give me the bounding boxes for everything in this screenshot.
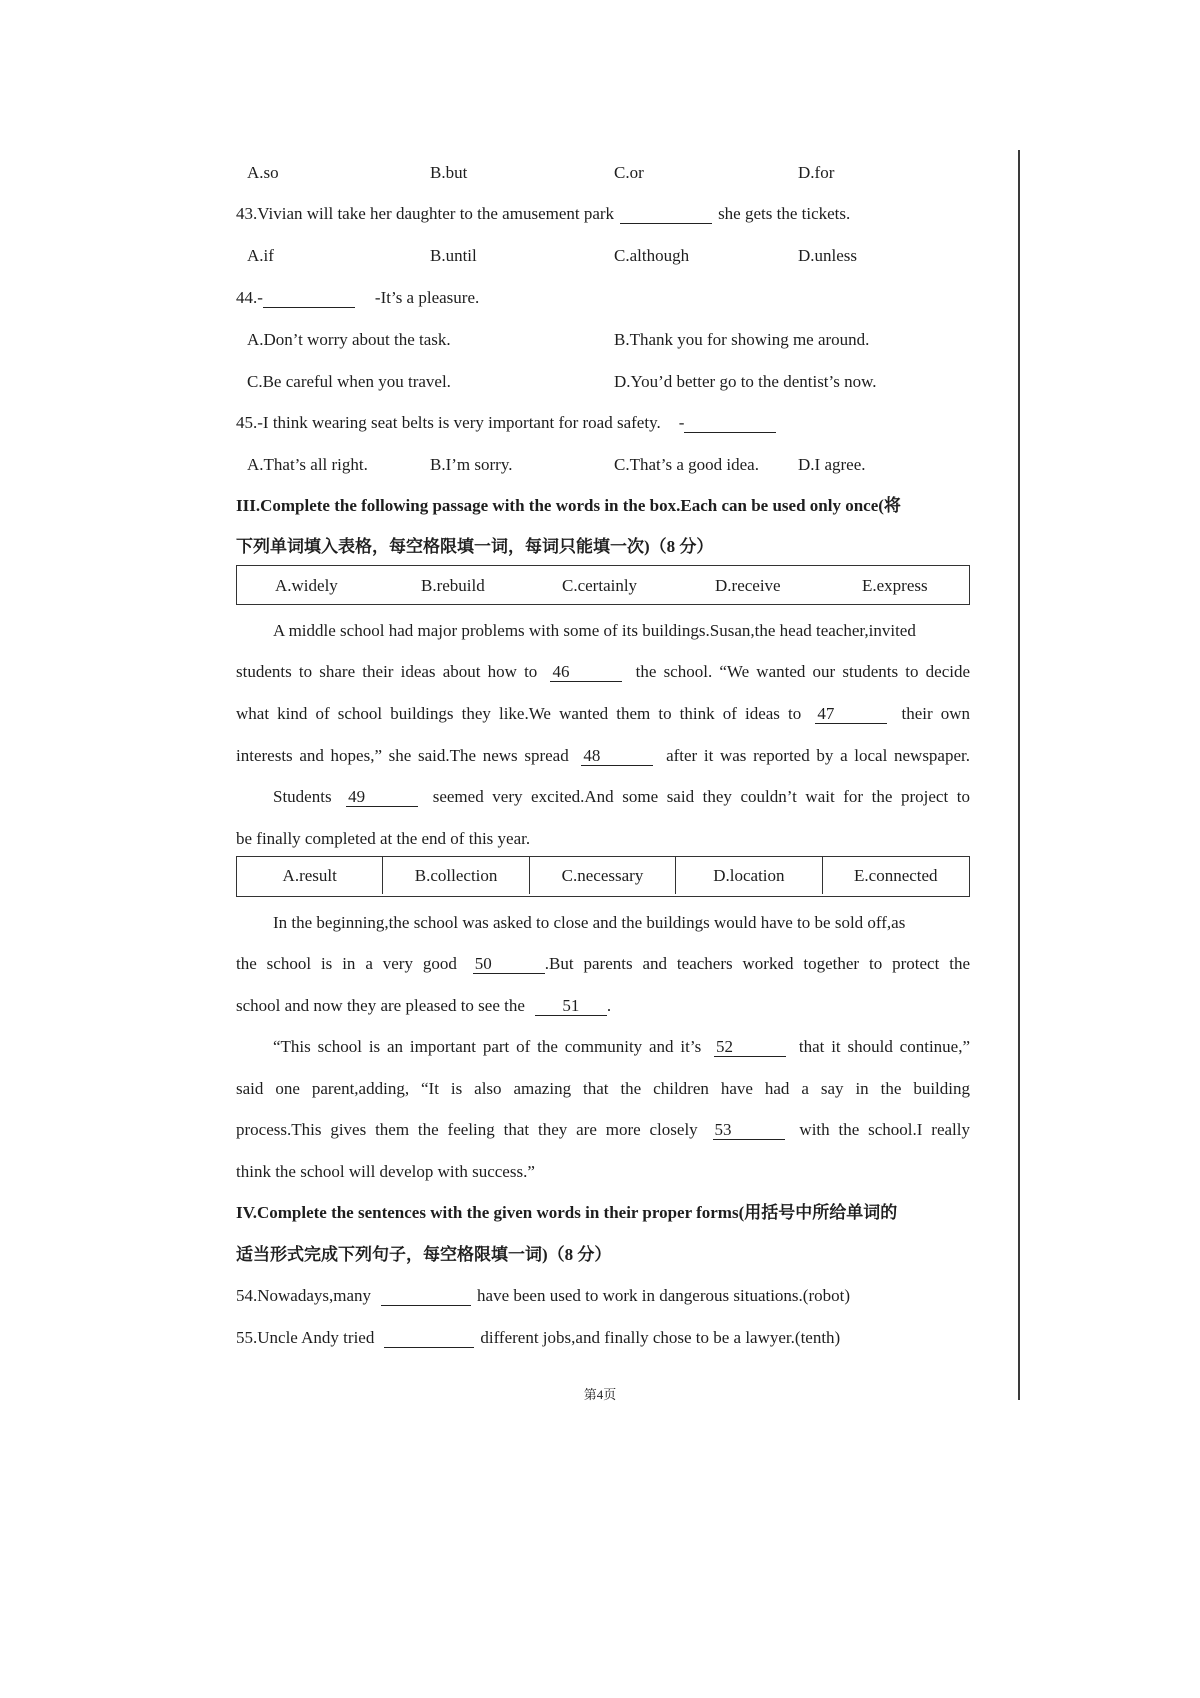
section3-heading-line1: III.Complete the following passage with the words in the box.Each can be used only once(将 bbox=[236, 496, 901, 515]
word-box-2-item: C.necessary bbox=[530, 857, 676, 894]
q44-number: 44.- bbox=[236, 288, 263, 307]
blank-47: 47 bbox=[815, 705, 887, 724]
text: “This school is an important part of the community and it’s bbox=[273, 1037, 702, 1056]
text: the school is in a very good bbox=[236, 954, 457, 973]
q55-blank bbox=[384, 1329, 474, 1348]
q54-blank bbox=[381, 1287, 471, 1306]
passage-p1-line3 bbox=[236, 703, 970, 725]
passage-p2-line2: be finally completed at the end of this year. bbox=[236, 829, 531, 848]
q44-reply: -It’s a pleasure. bbox=[374, 288, 480, 307]
passage-p4-line1 bbox=[273, 1036, 970, 1058]
q43-text-after: she gets the tickets. bbox=[718, 204, 851, 223]
passage-p3-line2 bbox=[236, 953, 970, 975]
q45-question bbox=[236, 412, 782, 434]
q44-option-b: B.Thank you for showing me around. bbox=[614, 330, 870, 349]
blank-50: 50 bbox=[473, 955, 545, 974]
text: that it should continue,” bbox=[798, 1037, 971, 1056]
text: 55.Uncle Andy tried bbox=[236, 1328, 375, 1347]
q54-question bbox=[236, 1285, 850, 1307]
word-box-2-item: A.result bbox=[237, 857, 383, 894]
text: have been used to work in dangerous situations.(robot) bbox=[477, 1286, 851, 1305]
text: their own bbox=[901, 704, 971, 723]
q44-option-c: C.Be careful when you travel. bbox=[247, 372, 451, 391]
q45-option-c: C.That’s a good idea. bbox=[614, 455, 759, 474]
passage-p3-line1: In the beginning,the school was asked to close and the buildings would have to be sold off,as bbox=[273, 913, 906, 932]
q42-option-c: C.or bbox=[614, 163, 644, 182]
page-number: 第4页 bbox=[583, 1387, 617, 1402]
passage-p4-line3 bbox=[236, 1119, 970, 1141]
text: what kind of school buildings they like.We wanted them to think of ideas to bbox=[236, 704, 802, 723]
q43-question bbox=[236, 203, 850, 225]
text: interests and hopes,” she said.The news spread bbox=[236, 746, 569, 765]
section3-heading-line2: 下列单词填入表格，每空格限填一词，每词只能填一次)（8 分） bbox=[236, 537, 714, 556]
q44-blank bbox=[263, 289, 355, 308]
section4-heading-line2: 适当形式完成下列句子，每空格限填一词)（8 分） bbox=[236, 1245, 612, 1264]
q45-option-d: D.I agree. bbox=[798, 455, 866, 474]
q44-option-d: D.You’d better go to the dentist’s now. bbox=[614, 372, 877, 391]
word-box-2 bbox=[236, 856, 970, 897]
blank-53: 53 bbox=[713, 1121, 785, 1140]
text: seemed very excited.And some said they couldn’t wait for the project to bbox=[432, 787, 970, 806]
q44-option-a: A.Don’t worry about the task. bbox=[247, 330, 451, 349]
text: . bbox=[606, 996, 612, 1015]
word-box-2-item: E.connected bbox=[854, 866, 938, 885]
q43-option-b: B.until bbox=[430, 246, 477, 265]
q44-question bbox=[236, 287, 479, 309]
q45-dash: - bbox=[678, 413, 685, 432]
q45-blank bbox=[684, 414, 776, 433]
passage-p1-line2 bbox=[236, 661, 970, 683]
blank-52: 52 bbox=[714, 1038, 786, 1057]
word-box-1-item: E.express bbox=[862, 576, 928, 595]
q45-text: 45.-I think wearing seat belts is very important for road safety. bbox=[236, 413, 661, 432]
text: different jobs,and finally chose to be a lawyer.(tenth) bbox=[480, 1328, 841, 1347]
word-box-2-item: B.collection bbox=[383, 857, 529, 894]
word-box-1 bbox=[236, 565, 970, 605]
q45-option-b: B.I’m sorry. bbox=[430, 455, 513, 474]
blank-51: 51 bbox=[535, 997, 607, 1016]
passage-p1-line1: A middle school had major problems with some of its buildings.Susan,the head teacher,invited bbox=[273, 621, 916, 640]
text: with the school.I really bbox=[799, 1120, 970, 1139]
q55-question bbox=[236, 1327, 840, 1349]
q42-option-b: B.but bbox=[430, 163, 468, 182]
margin-line bbox=[1018, 150, 1020, 1400]
text: process.This gives them the feeling that they are more closely bbox=[236, 1120, 698, 1139]
text: after it was reported by a local newspaper. bbox=[666, 746, 970, 765]
blank-48: 48 bbox=[581, 747, 653, 766]
text: .But parents and teachers worked together to protect the bbox=[544, 954, 970, 973]
passage-p4-line4: think the school will develop with success.” bbox=[236, 1162, 535, 1181]
passage-p3-line3 bbox=[236, 995, 611, 1017]
q43-option-c: C.although bbox=[614, 246, 690, 265]
word-box-1-item: A.widely bbox=[275, 576, 338, 595]
passage-p1-line4 bbox=[236, 745, 970, 767]
blank-49: 49 bbox=[346, 788, 418, 807]
text: 54.Nowadays,many bbox=[236, 1286, 372, 1305]
text: school and now they are pleased to see the bbox=[236, 996, 525, 1015]
text: the school. “We wanted our students to decide bbox=[635, 662, 971, 681]
text: Students bbox=[273, 787, 332, 806]
word-box-1-item: D.receive bbox=[715, 576, 781, 595]
word-box-2-item: D.location bbox=[676, 857, 822, 894]
word-box-1-item: B.rebuild bbox=[421, 576, 485, 595]
blank-46: 46 bbox=[550, 663, 622, 682]
word-box-1-item: C.certainly bbox=[562, 576, 638, 595]
q45-option-a: A.That’s all right. bbox=[247, 455, 368, 474]
passage-p4-line2: said one parent,adding, “It is also amazing that the children have had a say in the building bbox=[236, 1079, 970, 1098]
q42-option-d: D.for bbox=[798, 163, 835, 182]
q43-text-before: 43.Vivian will take her daughter to the amusement park bbox=[236, 204, 615, 223]
text: students to share their ideas about how to bbox=[236, 662, 538, 681]
q43-option-d: D.unless bbox=[798, 246, 858, 265]
section4-heading-line1: IV.Complete the sentences with the given words in their proper forms(用括号中所给单词的 bbox=[236, 1203, 898, 1222]
q43-option-a: A.if bbox=[247, 246, 274, 265]
passage-p2-line1 bbox=[273, 786, 970, 808]
q43-blank bbox=[620, 205, 712, 224]
q42-option-a: A.so bbox=[247, 163, 279, 182]
